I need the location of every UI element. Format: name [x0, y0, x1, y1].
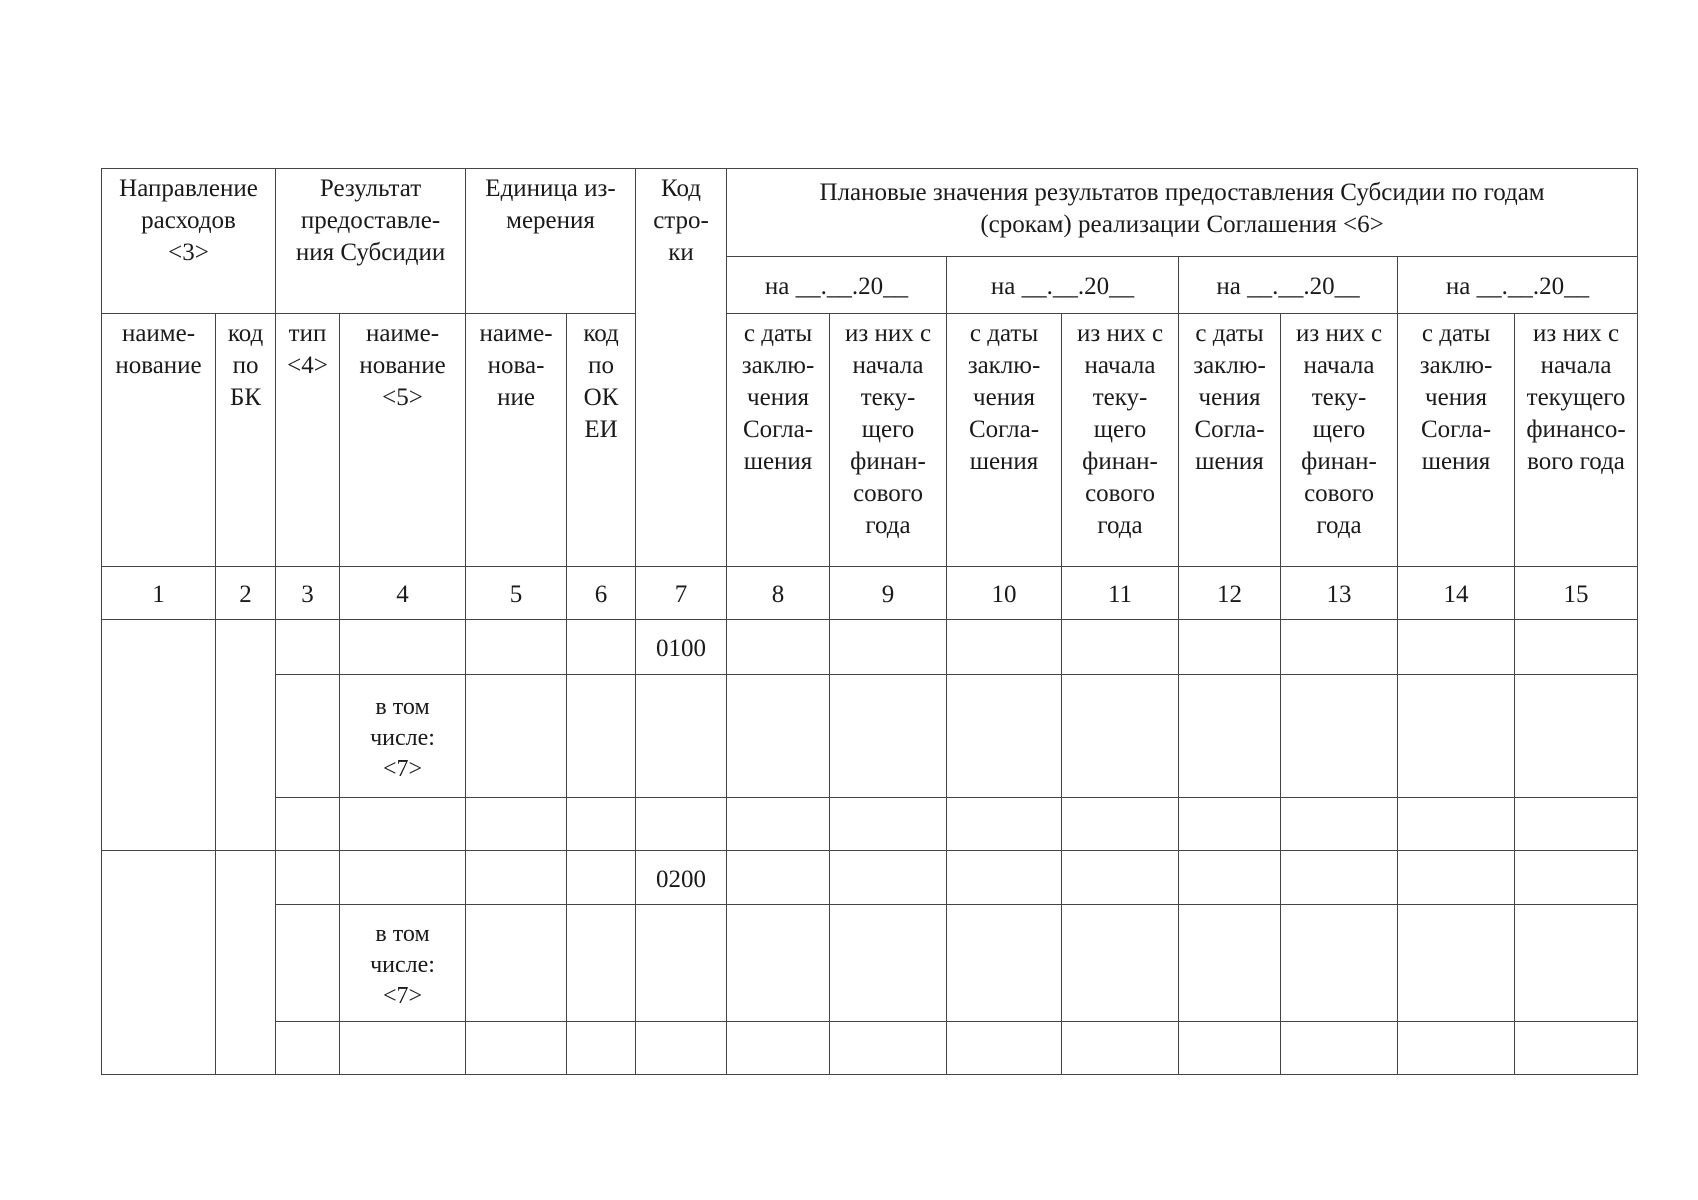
result-type-subheader: тип <4> [276, 314, 340, 567]
period-1-from-year: из них с начала теку- щего финан- сового года [830, 314, 947, 567]
cell-dir-name-a [102, 620, 216, 851]
cell [276, 620, 340, 675]
cell [1179, 851, 1281, 905]
column-number-13: 13 [1281, 567, 1398, 620]
cell [1515, 675, 1638, 798]
period-2-from-year: из них с начала теку- щего финан- сового года [1062, 314, 1179, 567]
cell [636, 905, 727, 1022]
result-name-subheader: наиме- нование <5> [340, 314, 466, 567]
cell [1398, 851, 1515, 905]
period-2-header: на __.__.20__ [947, 257, 1179, 314]
period-3-from-date: с даты заклю- чения Согла- шения [1179, 314, 1281, 567]
cell [947, 1022, 1062, 1075]
unit-name-subheader: наиме- нова- ние [466, 314, 567, 567]
column-number-9: 9 [830, 567, 947, 620]
period-4-from-date: с даты заклю- чения Согла- шения [1398, 314, 1515, 567]
cell [947, 851, 1062, 905]
subsidy-results-table [101, 168, 1638, 1075]
cell [1062, 620, 1179, 675]
cell [1515, 905, 1638, 1022]
cell [947, 675, 1062, 798]
unit-header: Единица из- мерения [466, 169, 636, 314]
cell [830, 675, 947, 798]
period-1-from-date: с даты заклю- чения Согла- шения [727, 314, 830, 567]
cell [727, 620, 830, 675]
cell [1062, 675, 1179, 798]
cell [1179, 798, 1281, 851]
column-number-14: 14 [1398, 567, 1515, 620]
cell [1179, 905, 1281, 1022]
cell [947, 905, 1062, 1022]
cell [1281, 675, 1398, 798]
cell [830, 1022, 947, 1075]
cell [1062, 851, 1179, 905]
cell-dir-code-a [216, 620, 276, 851]
cell [1179, 675, 1281, 798]
cell [1179, 620, 1281, 675]
cell [947, 620, 1062, 675]
cell [1062, 905, 1179, 1022]
period-2-from-date: с даты заклю- чения Согла- шения [947, 314, 1062, 567]
cell [1281, 620, 1398, 675]
cell [567, 905, 636, 1022]
cell [340, 620, 466, 675]
cell [1398, 798, 1515, 851]
including-label: в том числе: <7> [340, 905, 466, 1022]
cell [567, 851, 636, 905]
cell [567, 675, 636, 798]
direction-name-subheader: наиме- нование [102, 314, 216, 567]
cell [276, 851, 340, 905]
cell [727, 851, 830, 905]
column-number-7: 7 [636, 567, 727, 620]
cell [567, 798, 636, 851]
cell [466, 1022, 567, 1075]
column-number-2: 2 [216, 567, 276, 620]
cell [1062, 798, 1179, 851]
cell [727, 675, 830, 798]
column-number-5: 5 [466, 567, 567, 620]
cell-dir-code-b [216, 851, 276, 1075]
cell [1398, 1022, 1515, 1075]
result-header: Результат предоставле- ния Субсидии [276, 169, 466, 314]
cell [830, 905, 947, 1022]
direction-code-subheader: код по БК [216, 314, 276, 567]
cell [1062, 1022, 1179, 1075]
cell [1281, 905, 1398, 1022]
cell [1515, 851, 1638, 905]
cell [1179, 1022, 1281, 1075]
column-number-11: 11 [1062, 567, 1179, 620]
cell [636, 1022, 727, 1075]
cell [830, 620, 947, 675]
cell [727, 1022, 830, 1075]
unit-code-subheader: код по ОК ЕИ [567, 314, 636, 567]
cell [636, 675, 727, 798]
line-code-header: Код стро- ки [636, 169, 727, 567]
cell [340, 1022, 466, 1075]
column-number-4: 4 [340, 567, 466, 620]
column-number-12: 12 [1179, 567, 1281, 620]
column-number-15: 15 [1515, 567, 1638, 620]
cell [276, 905, 340, 1022]
cell [276, 1022, 340, 1075]
line-code-cell: 0100 [636, 620, 727, 675]
cell [727, 905, 830, 1022]
cell [466, 675, 567, 798]
period-1-header: на __.__.20__ [727, 257, 947, 314]
column-number-3: 3 [276, 567, 340, 620]
cell [1281, 1022, 1398, 1075]
cell [1515, 1022, 1638, 1075]
cell [340, 851, 466, 905]
cell [1281, 851, 1398, 905]
column-number-10: 10 [947, 567, 1062, 620]
direction-header: Направление расходов <3> [102, 169, 276, 314]
cell [1281, 798, 1398, 851]
document-page [101, 168, 1637, 1068]
period-4-from-year: из них с начала текущего финансо- вого года [1515, 314, 1638, 567]
cell [567, 1022, 636, 1075]
cell [466, 851, 567, 905]
cell [1398, 620, 1515, 675]
cell [276, 798, 340, 851]
column-number-8: 8 [727, 567, 830, 620]
line-code-cell: 0200 [636, 851, 727, 905]
period-3-from-year: из них с начала теку- щего финан- сового года [1281, 314, 1398, 567]
cell [636, 798, 727, 851]
column-number-6: 6 [567, 567, 636, 620]
cell [466, 620, 567, 675]
cell [1398, 675, 1515, 798]
period-3-header: на __.__.20__ [1179, 257, 1398, 314]
cell [947, 798, 1062, 851]
planned-values-header: Плановые значения результатов предоставления Субсидии по годам (срокам) реализации Соглашения <6> [727, 169, 1638, 257]
cell-dir-name-b [102, 851, 216, 1075]
cell [1398, 905, 1515, 1022]
cell [830, 798, 947, 851]
cell [466, 798, 567, 851]
including-label: в том числе: <7> [340, 675, 466, 798]
column-numbers-row [102, 567, 1638, 620]
cell [340, 798, 466, 851]
cell [1515, 620, 1638, 675]
cell [466, 905, 567, 1022]
cell [567, 620, 636, 675]
column-number-1: 1 [102, 567, 216, 620]
cell [830, 851, 947, 905]
cell [727, 798, 830, 851]
period-4-header: на __.__.20__ [1398, 257, 1638, 314]
cell [276, 675, 340, 798]
cell [1515, 798, 1638, 851]
